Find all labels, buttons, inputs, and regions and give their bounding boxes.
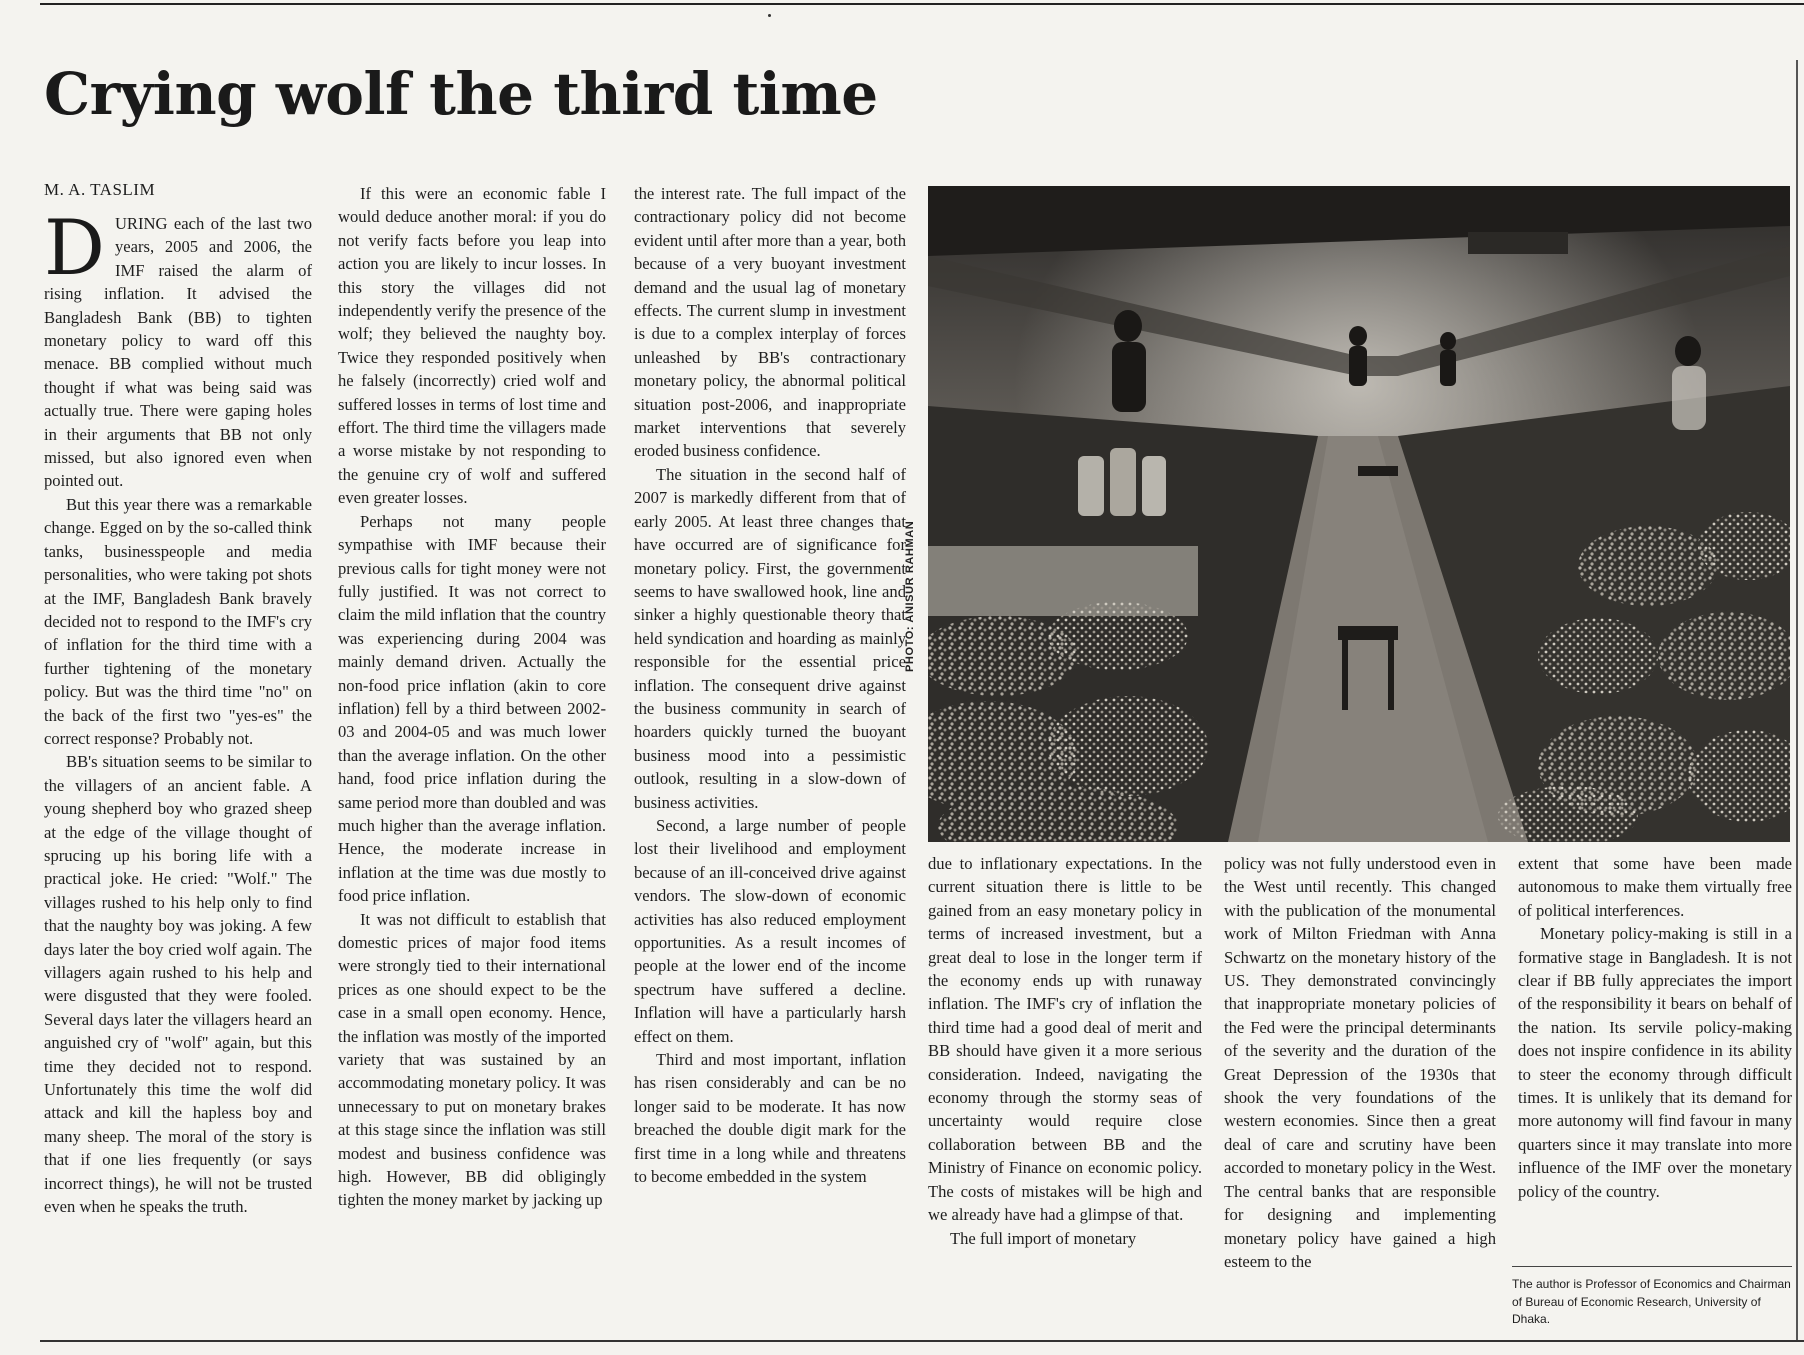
page-mark — [768, 14, 771, 17]
article-column-3 — [634, 182, 906, 1188]
paragraph: BB's situation seems to be similar to the villagers of an ancient fable. A young shepherd boy who grazed sheep at the edge of the village thought of sprucing up his boring life with a practical joke. He cried: "Wolf." The villages rushed to his help only to find that the naughty boy was joking. A few days later the boy cried wolf again. The villagers again rushed to his help and were disgusted that they were fooled. Several days later the villagers heard an anguished cry of "wolf" again, but this time they decided not to respond. Unfortunately this time the wolf did attack and kill the hapless boy and many sheep. The moral of the story is that if one lies frequently (or says incorrect things), he will not be trusted even when he speaks the truth. — [44, 752, 312, 1217]
paragraph: It was not difficult to establish that domestic prices of major food items were strongly tied to their international prices as one should expect to be the case in a small open economy. Hence, the inflation was mostly of the imported variety that was sustained by an accommodating monetary policy. It was unnecessary to put on monetary brakes at this stage since the inflation was still modest and business confidence was high. However, BB did obligingly tighten the money market by jacking up — [338, 909, 606, 1210]
paragraph: due to inflationary expectations. In the current situation there is little to be gained from an easy monetary policy in terms of increased investment, but a great deal to lose in the longer term if the economy ends up with runaway inflation. The IMF's cry of inflation the third time had a good deal of merit and BB should have given it a more serious consideration. Indeed, navigating the economy through the stormy seas of uncertainty would require close collaboration between BB and the Ministry of Finance on economic policy. The costs of mistakes will be high and we already have had a glimpse of that. — [928, 854, 1202, 1225]
paragraph: Second, a large number of people lost their livelihood and employment because of an ill-conceived drive against vendors. The slow-down of economic activities has also reduced employment opportunities. As a result incomes of people at the lower end of the income spectrum have suffered a decline. Inflation will have a particularly harsh effect on them. — [634, 815, 906, 1046]
article-column-1 — [44, 203, 312, 1218]
paragraph: Perhaps not many people sympathise with IMF because their previous calls for tight money were not fully justified. It was not correct to claim the mild inflation that the country was experiencing during 2004 was mainly demand driven. Actually the non-food price inflation (akin to core inflation) fell by a third between 2002-03 and 2004-05 and was much lower than the average inflation. On the other hand, food price inflation during the same period more than doubled and was much higher than the average inflation. Hence, the moderate increase in inflation at the time was due mostly to food price inflation. — [338, 511, 606, 906]
paragraph: Third and most important, inflation has risen considerably and can be no longer said to be moderate. It has now breached the double digit mark for the first time in a long while and threatens to become embedded in the system — [634, 1050, 906, 1187]
headline: Crying wolf the third time — [44, 60, 878, 128]
author-note-rule — [1512, 1266, 1792, 1267]
paragraph: The situation in the second half of 2007 is markedly different from that of early 2005. At least three changes that have occurred are of significance for monetary policy. First, the government seems to have swallowed hook, line and sinker a highly questionable theory that held syndication and hoarding as mainly responsible for the essential price inflation. The consequent drive against the business community in search of hoarders quickly turned the buoyant business mood into a pessimistic outlook, resulting in a slow-down of business activities. — [634, 464, 906, 812]
article-column-2 — [338, 182, 606, 1212]
paragraph: policy was not fully understood even in the West until recently. This changed with the publication of the monumental work of Milton Friedman with Anna Schwartz on the monetary history of the US. They demonstrated convincingly that inappropriate monetary policies of the Fed were the principal determinants of the severity and the duration of the Great Depression of the 1930s that shook the very foundations of the western economies. Since then a great deal of care and scrutiny have been accorded to monetary policy in the West. The central banks that are responsible for designing and implementing monetary policy have gained a high esteem to the — [1224, 854, 1496, 1271]
photo-credit: PHOTO: ANISUR RAHMAN — [904, 520, 916, 672]
paragraph: But this year there was a remarkable change. Egged on by the so-called think tanks, businesspeople and media personalities, who were taking pot shots at the IMF, Bangladesh Bank bravely decided not to respond to the IMF's cry of inflation for the third time with a further tightening of the monetary policy. But was the third time "no" on the back of the first two "yes-es" the correct response? Probably not. — [44, 494, 312, 748]
paragraph: Monetary policy-making is still in a formative stage in Bangladesh. It is not clear if BB fully appreciates the import of the responsibility it bears on behalf of the nation. Its servile policy-making does not inspire confidence in its ability to steer the economy through difficult times. It is unlikely that its demand for more autonomy will find favour in many quarters since it may translate into more influence of the IMF over the monetary policy of the country. — [1518, 924, 1792, 1201]
paragraph-text: URING each of the last two years, 2005 and 2006, the IMF raised the alarm of rising inflation. It advised the Bangladesh Bank (BB) to tighten monetary policy to ward off this menace. BB complied without much thought if what was being said was actually true. There were gaping holes in their arguments that BB not only missed, but also ignored even when pointed out. — [44, 214, 312, 491]
paragraph: the interest rate. The full impact of the contractionary policy did not become evident until after more than a year, both because of a very buoyant investment demand and the usual lag of monetary effects. The current slump in investment is due to a complex interplay of forces unleashed by BB's contractionary monetary policy, the abnormal political situation post-2006, and inappropriate market interventions that severely eroded business confidence. — [634, 184, 906, 461]
bottom-rule — [40, 1340, 1804, 1342]
top-rule — [40, 3, 1804, 5]
drop-cap: D — [44, 203, 105, 292]
article-column-4 — [928, 852, 1202, 1250]
paragraph: If this were an economic fable I would deduce another moral: if you do not verify facts before you leap into action you are likely to incur losses. In this story the villages did not independently verify the presence of the wolf; they believed the naughty boy. Twice they responded positively when he falsely (incorrectly) cried wolf and suffered losses in terms of lost time and effort. The third time the villagers made a worse mistake by not responding to the genuine cry of wolf and suffered even greater losses. — [338, 184, 606, 508]
article-column-6 — [1518, 852, 1792, 1203]
author-note: The author is Professor of Economics and Chairman of Bureau of Economic Research, University of Dhaka. — [1512, 1277, 1791, 1327]
market-photo — [928, 186, 1790, 842]
byline: M. A. TASLIM — [44, 180, 156, 199]
market-photo-illustration — [928, 186, 1790, 842]
paragraph: extent that some have been made autonomous to make them virtually free of political interferences. — [1518, 854, 1792, 920]
article-column-5 — [1224, 852, 1496, 1273]
page-edge — [1796, 60, 1798, 1340]
paragraph: The full import of monetary — [950, 1228, 1137, 1248]
paragraph — [44, 203, 312, 493]
